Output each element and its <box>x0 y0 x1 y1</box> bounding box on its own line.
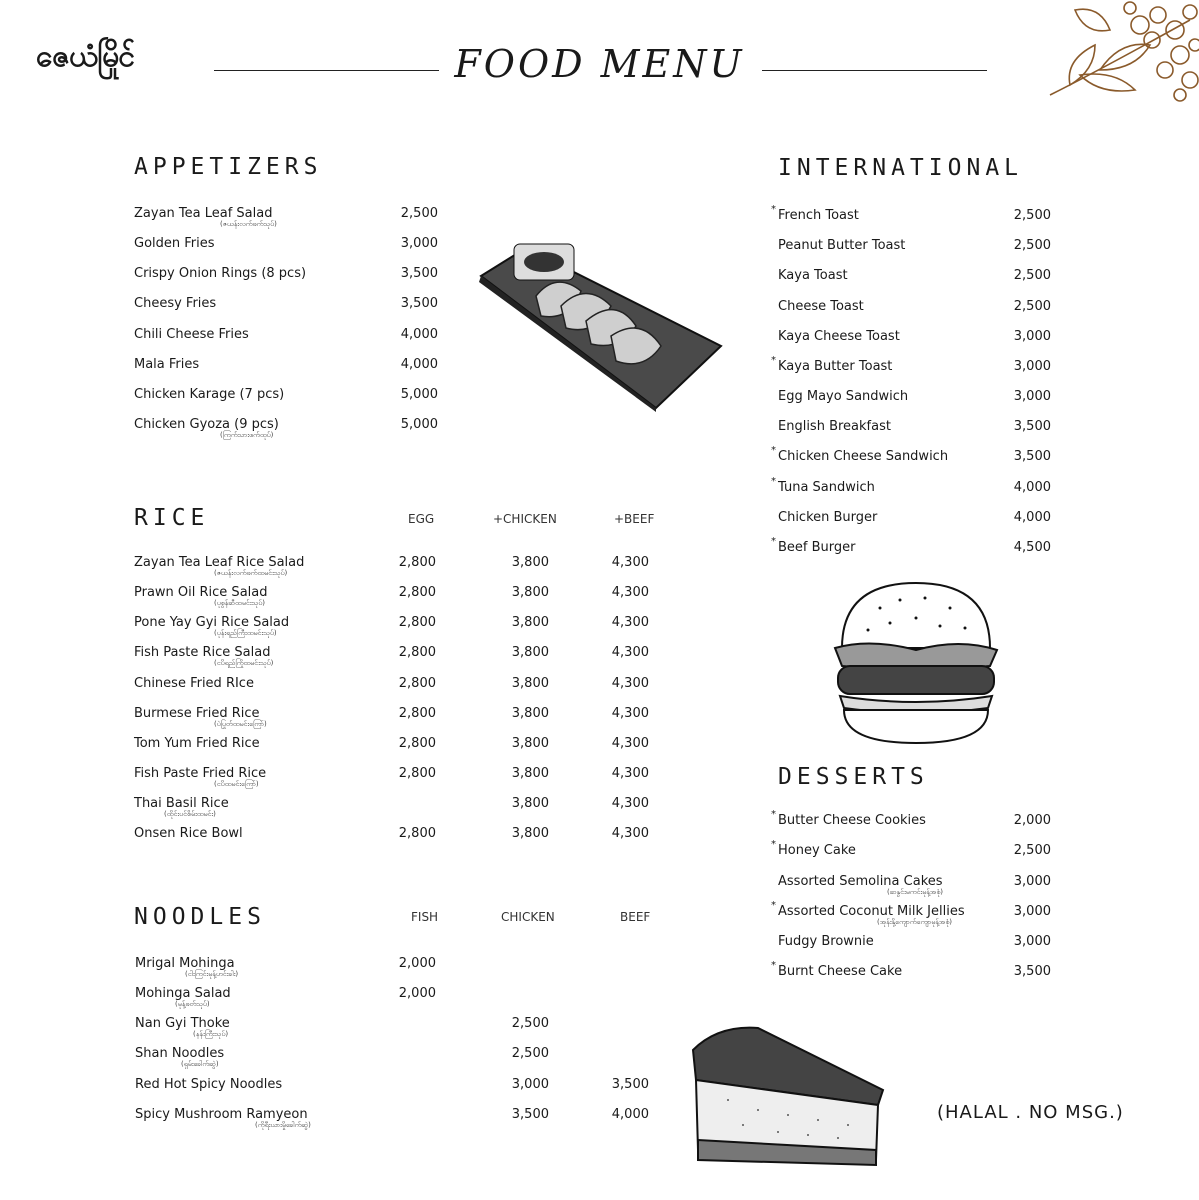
item-price: 4,000 <box>1013 510 1051 525</box>
item-price: 3,500 <box>1013 419 1051 434</box>
star-mark: * <box>771 960 776 971</box>
price-chicken: 3,800 <box>511 736 549 751</box>
item-burmese: (ပုန်းရည်ကြီးထမင်းသုပ်) <box>214 629 277 637</box>
item-name: Chicken Burger <box>778 510 878 525</box>
price-chicken: 3,800 <box>511 826 549 841</box>
item-name: Fish Paste Fried Rice <box>134 766 267 781</box>
price-chicken: 3,800 <box>511 555 549 570</box>
appetizers-heading: APPETIZERS <box>134 154 323 180</box>
price-chicken: 3,800 <box>511 706 549 721</box>
item-price: 3,000 <box>1013 389 1051 404</box>
item-burmese: (ရှမ်းခေါက်ဆွဲ) <box>181 1060 219 1068</box>
item-name: Prawn Oil Rice Salad <box>134 585 268 600</box>
item-name: Crispy Onion Rings (8 pcs) <box>134 266 307 281</box>
item-price: 3,500 <box>1013 964 1051 979</box>
item-name: Spicy Mushroom Ramyeon <box>135 1107 308 1122</box>
item-price: 3,000 <box>1013 934 1051 949</box>
item-burmese: (အုန်းနို့ကျောက်ကျောမုန့်အစုံ) <box>877 918 953 926</box>
noodles-col-chicken: CHICKEN <box>501 910 555 924</box>
item-price: 2,000 <box>1013 813 1051 828</box>
item-price: 4,500 <box>1013 540 1051 555</box>
item-name: Burnt Cheese Cake <box>778 964 903 979</box>
price-chicken: 3,800 <box>511 585 549 600</box>
price-chicken: 3,800 <box>511 645 549 660</box>
gyoza-illustration <box>476 236 726 412</box>
item-price: 3,000 <box>1013 359 1051 374</box>
item-burmese: (မုန့်ဖတ်သုပ်) <box>175 1000 210 1008</box>
price-beef: 4,300 <box>611 766 649 781</box>
price-chicken: 3,800 <box>511 796 549 811</box>
burger-illustration <box>830 578 1002 748</box>
noodles-col-fish: FISH <box>411 910 439 924</box>
item-name: French Toast <box>778 208 859 223</box>
noodles-col-beef: BEEF <box>620 910 651 924</box>
item-name: Burmese Fried Rice <box>134 706 260 721</box>
item-price: 3,500 <box>400 296 438 311</box>
item-price: 4,000 <box>400 327 438 342</box>
price-beef: 4,300 <box>611 645 649 660</box>
item-name: Chinese Fried RIce <box>134 676 254 691</box>
item-burmese: (ဇယန်းလက်ဖက်ထမင်းသုပ်) <box>214 569 288 577</box>
item-price: 2,500 <box>1013 238 1051 253</box>
star-mark: * <box>771 839 776 850</box>
brand-logo: ဇေယံမြိုင် <box>36 39 135 74</box>
item-name: Zayan Tea Leaf Salad <box>134 206 273 221</box>
price-egg: 2,800 <box>398 766 436 781</box>
item-name: Butter Cheese Cookies <box>778 813 926 828</box>
star-mark: * <box>771 445 776 456</box>
rice-col-chicken: +CHICKEN <box>493 512 557 526</box>
item-burmese: (ပုစွန်ဆီထမင်းသုပ်) <box>214 599 265 607</box>
price-chicken: 3,000 <box>511 1077 549 1092</box>
item-name: Nan Gyi Thoke <box>135 1016 230 1031</box>
halal-note: (HALAL . NO MSG.) <box>937 1102 1124 1123</box>
item-name: Onsen Rice Bowl <box>134 826 243 841</box>
item-burmese: (ထိုင်းပင်စိမ်းထမင်း) <box>164 810 216 818</box>
star-mark: * <box>771 900 776 911</box>
price-fish: 2,000 <box>398 986 436 1001</box>
item-burmese: (ဇယန်းလက်ဖက်သုပ်) <box>220 220 277 228</box>
item-name: Mala Fries <box>134 357 200 372</box>
item-name: Red Hot Spicy Noodles <box>135 1077 283 1092</box>
item-name: Tuna Sandwich <box>778 480 875 495</box>
price-beef: 4,300 <box>611 796 649 811</box>
coffee-branch-illustration <box>1040 0 1199 110</box>
rice-col-egg: EGG <box>408 512 435 526</box>
item-price: 2,500 <box>1013 299 1051 314</box>
desserts-heading: DESSERTS <box>778 764 929 790</box>
price-egg: 2,800 <box>398 676 436 691</box>
item-price: 2,500 <box>400 206 438 221</box>
item-name: Kaya Butter Toast <box>778 359 893 374</box>
item-price: 5,000 <box>400 417 438 432</box>
star-mark: * <box>771 204 776 215</box>
price-chicken: 3,800 <box>511 615 549 630</box>
item-name: Golden Fries <box>134 236 215 251</box>
item-name: Fish Paste Rice Salad <box>134 645 271 660</box>
item-burmese: (ငပိထမင်းကြော်) <box>214 780 259 788</box>
price-fish: 2,000 <box>398 956 436 971</box>
item-name: Peanut Butter Toast <box>778 238 906 253</box>
item-name: Chicken Karage (7 pcs) <box>134 387 285 402</box>
item-burmese: (ကိုရီးယားမှိုခေါက်ဆွဲ) <box>255 1121 311 1129</box>
item-price: 3,000 <box>400 236 438 251</box>
item-name: Assorted Coconut Milk Jellies <box>778 904 965 919</box>
price-beef: 3,500 <box>611 1077 649 1092</box>
item-price: 2,500 <box>1013 268 1051 283</box>
item-price: 4,000 <box>400 357 438 372</box>
rice-col-beef: +BEEF <box>614 512 655 526</box>
price-chicken: 2,500 <box>511 1016 549 1031</box>
item-name: Chicken Cheese Sandwich <box>778 449 949 464</box>
item-name: Tom Yum Fried Rice <box>134 736 260 751</box>
price-chicken: 2,500 <box>511 1046 549 1061</box>
item-price: 3,500 <box>1013 449 1051 464</box>
rice-heading: RICE <box>134 505 210 531</box>
item-burmese: (ငပိရည်ကြိုထမင်းသုပ်) <box>214 659 274 667</box>
star-mark: * <box>771 355 776 366</box>
item-name: Kaya Cheese Toast <box>778 329 900 344</box>
noodles-heading: NOODLES <box>134 904 266 930</box>
price-beef: 4,300 <box>611 706 649 721</box>
price-egg: 2,800 <box>398 555 436 570</box>
price-beef: 4,000 <box>611 1107 649 1122</box>
item-name: Shan Noodles <box>135 1046 225 1061</box>
price-beef: 4,300 <box>611 585 649 600</box>
price-egg: 2,800 <box>398 736 436 751</box>
price-beef: 4,300 <box>611 555 649 570</box>
price-beef: 4,300 <box>611 736 649 751</box>
price-egg: 2,800 <box>398 615 436 630</box>
title-rule-right <box>762 70 987 71</box>
item-name: Chili Cheese Fries <box>134 327 249 342</box>
item-burmese: (ဆနွင်းမကင်းမုန့်အစုံ) <box>887 888 943 896</box>
price-beef: 4,300 <box>611 615 649 630</box>
item-name: Mrigal Mohinga <box>135 956 235 971</box>
item-price: 3,000 <box>1013 874 1051 889</box>
item-name: Cheesy Fries <box>134 296 217 311</box>
item-name: Egg Mayo Sandwich <box>778 389 909 404</box>
price-beef: 4,300 <box>611 676 649 691</box>
star-mark: * <box>771 809 776 820</box>
star-mark: * <box>771 476 776 487</box>
item-name: Assorted Semolina Cakes <box>778 874 943 889</box>
price-egg: 2,800 <box>398 706 436 721</box>
cheesecake-illustration <box>688 1020 888 1180</box>
item-name: Cheese Toast <box>778 299 864 314</box>
price-beef: 4,300 <box>611 826 649 841</box>
item-name: Chicken Gyoza (9 pcs) <box>134 417 279 432</box>
item-burmese: (ငါးကြင်းမုန့်ဟင်းခါး) <box>185 970 239 978</box>
item-price: 2,500 <box>1013 843 1051 858</box>
item-price: 4,000 <box>1013 480 1051 495</box>
menu-title: FOOD MENU <box>454 42 745 86</box>
price-egg: 2,800 <box>398 826 436 841</box>
price-chicken: 3,500 <box>511 1107 549 1122</box>
item-burmese: (ကြက်သားဖက်ထုပ်) <box>220 431 274 439</box>
item-name: Fudgy Brownie <box>778 934 874 949</box>
item-price: 3,500 <box>400 266 438 281</box>
item-price: 5,000 <box>400 387 438 402</box>
item-name: Zayan Tea Leaf Rice Salad <box>134 555 305 570</box>
item-name: Honey Cake <box>778 843 856 858</box>
price-chicken: 3,800 <box>511 676 549 691</box>
item-name: Beef Burger <box>778 540 856 555</box>
item-price: 2,500 <box>1013 208 1051 223</box>
item-price: 3,000 <box>1013 904 1051 919</box>
item-name: English Breakfast <box>778 419 891 434</box>
item-burmese: (ပဲပြုတ်ထမင်းကြော်) <box>214 720 267 728</box>
item-price: 3,000 <box>1013 329 1051 344</box>
item-burmese: (နန်းကြီးသုပ်) <box>193 1030 229 1038</box>
item-name: Thai Basil Rice <box>134 796 229 811</box>
star-mark: * <box>771 536 776 547</box>
item-name: Pone Yay Gyi Rice Salad <box>134 615 290 630</box>
item-name: Mohinga Salad <box>135 986 231 1001</box>
price-egg: 2,800 <box>398 585 436 600</box>
item-name: Kaya Toast <box>778 268 848 283</box>
international-heading: INTERNATIONAL <box>778 155 1024 181</box>
price-egg: 2,800 <box>398 645 436 660</box>
price-chicken: 3,800 <box>511 766 549 781</box>
